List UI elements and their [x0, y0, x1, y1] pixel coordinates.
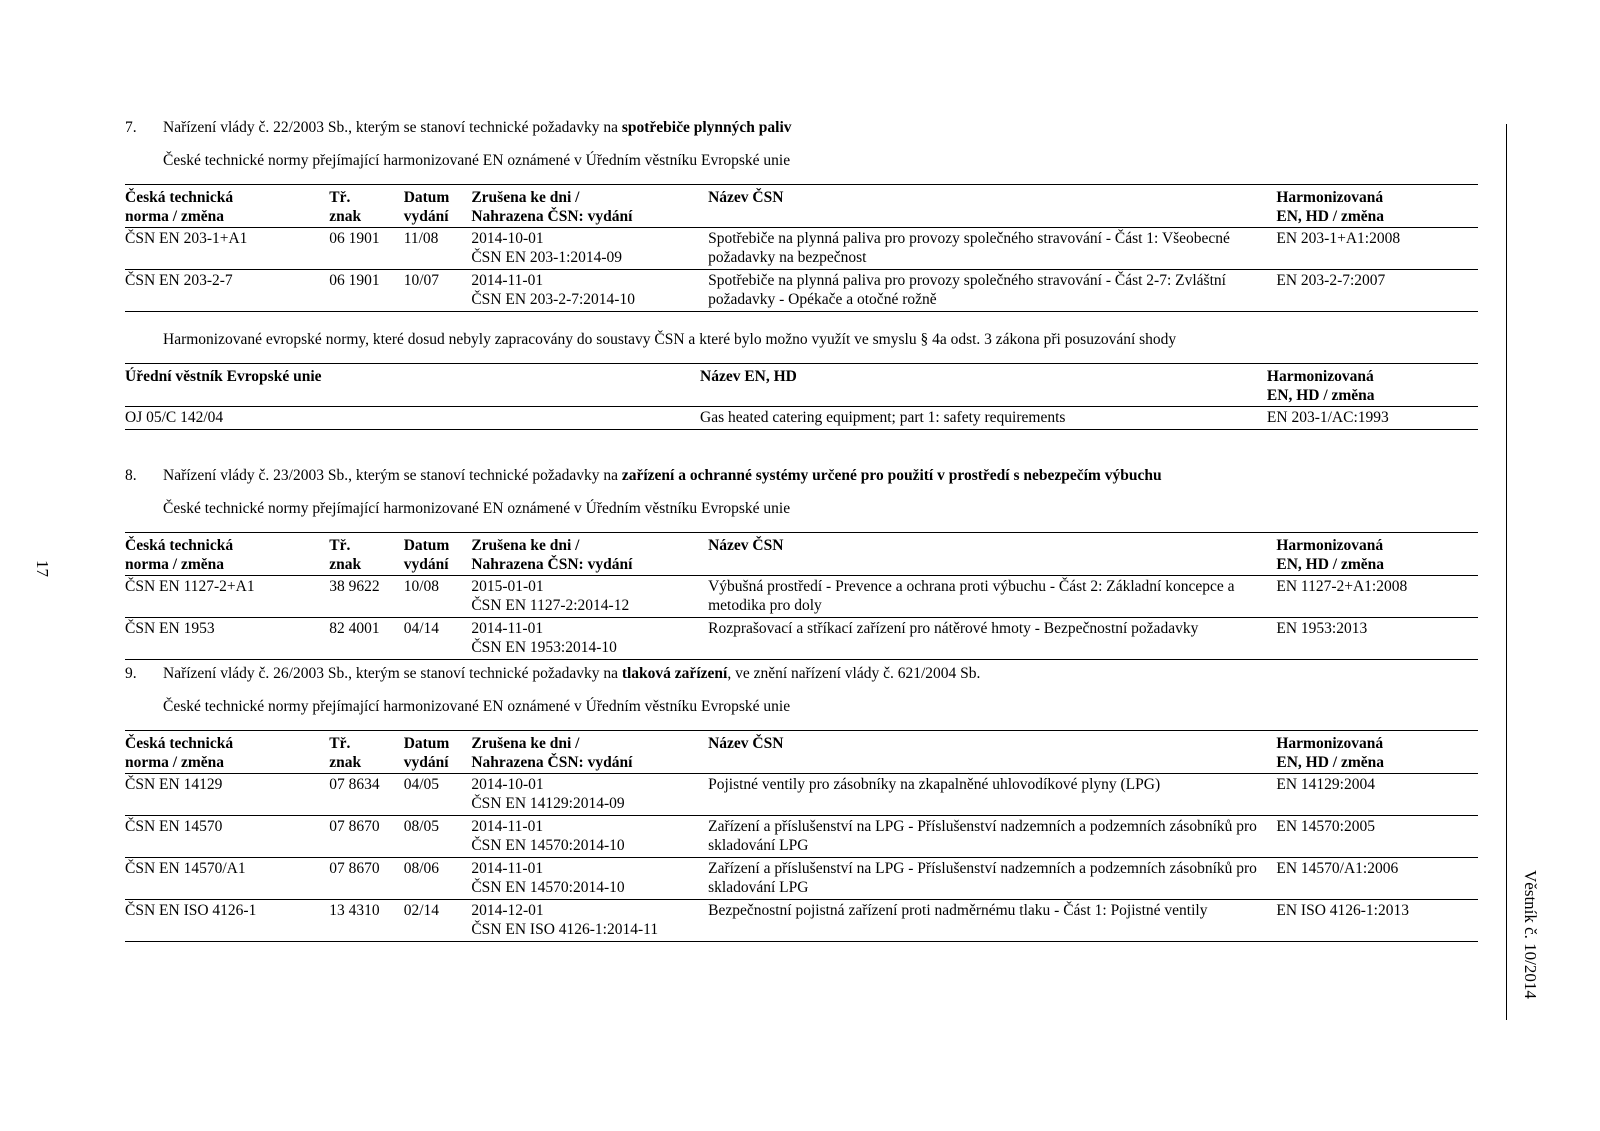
norm-cell: ČSN EN 1953 [125, 620, 215, 637]
section-8-subtitle: České technické normy přejímající harmonizované EN oznámené v Úředním věstníku Evropské unie [163, 500, 791, 517]
col-harm: Harmonizovaná EN, HD / změna [1266, 368, 1375, 404]
section-9-subtitle: České technické normy přejímající harmonizované EN oznámené v Úředním věstníku Evropské unie [163, 698, 791, 715]
table-row [125, 816, 1478, 858]
section-8-csn-table [125, 532, 1478, 660]
harm-cell: EN 203-1+A1:2008 [1276, 230, 1401, 247]
title-bold: tlaková zařízení [621, 665, 728, 682]
name-cell: Gas heated catering equipment; part 1: safety requirements [700, 409, 1066, 426]
table-row [125, 270, 1478, 312]
date-cell: 08/05 [403, 818, 440, 835]
name-cell: Pojistné ventily pro zásobníky na zkapalněné uhlovodíkové plyny (LPG) [708, 776, 1161, 793]
title-text: Nařízení vlády č. 23/2003 Sb., kterým se stanoví technické požadavky na [163, 467, 622, 484]
tr-cell: 82 4001 [329, 620, 380, 637]
col-tr: Tř. znak [329, 189, 362, 225]
date-cell: 10/08 [403, 578, 440, 595]
col-tr: Tř. znak [329, 537, 362, 573]
section-number: 9. [125, 665, 137, 682]
cancel-cell: 2015-01-01 ČSN EN 1127-2:2014-12 [471, 578, 630, 614]
col-harm: Harmonizovaná EN, HD / změna [1276, 189, 1385, 225]
norm-cell: ČSN EN 203-1+A1 [125, 230, 248, 247]
name-cell: Bezpečnostní pojistná zařízení proti nadměrnému tlaku - Část 1: Pojistné ventily [708, 902, 1208, 919]
harm-cell: EN 203-2-7:2007 [1276, 272, 1386, 289]
journal-label: Věstník č. 10/2014 [1521, 870, 1540, 999]
col-date: Datum vydání [403, 735, 450, 771]
section-7-title [125, 118, 1478, 137]
tr-cell: 38 9622 [329, 578, 380, 595]
harm-cell: EN ISO 4126-1:2013 [1276, 902, 1409, 919]
section-9-csn-table [125, 730, 1478, 942]
title-bold: zařízení a ochranné systémy určené pro použití v prostředí s nebezpečím výbuchu [621, 467, 1162, 484]
col-journal: Úřední věstník Evropské unie [125, 368, 322, 385]
col-name: Název ČSN [708, 735, 784, 752]
norm-cell: ČSN EN 1127-2+A1 [125, 578, 255, 595]
cancel-cell: 2014-11-01 ČSN EN 203-2-7:2014-10 [471, 272, 635, 308]
table-header-row [125, 185, 1478, 228]
cancel-cell: 2014-12-01 ČSN EN ISO 4126-1:2014-11 [471, 902, 659, 938]
title-suffix: , ve znění nařízení vlády č. 621/2004 Sb. [727, 665, 981, 682]
title-bold: spotřebiče plynných paliv [621, 119, 792, 136]
date-cell: 08/06 [403, 860, 440, 877]
table-row [125, 858, 1478, 900]
col-tr: Tř. znak [329, 735, 362, 771]
name-cell: Zařízení a příslušenství na LPG - Příslušenství nadzemních a podzemních zásobníků pro skladování LPG [708, 818, 1257, 854]
name-cell: Rozprašovací a stříkací zařízení pro nátěrové hmoty - Bezpečnostní požadavky [708, 620, 1199, 637]
section-7-csn-table [125, 184, 1478, 312]
col-name: Název ČSN [708, 537, 784, 554]
harm-cell: EN 14570/A1:2006 [1276, 860, 1399, 877]
table-row [125, 407, 1478, 430]
cancel-cell: 2014-11-01 ČSN EN 14570:2014-10 [471, 860, 625, 896]
name-cell: Výbušná prostředí - Prevence a ochrana proti výbuchu - Část 2: Základní koncepce a metodika pro doly [708, 578, 1235, 614]
tr-cell: 07 8670 [329, 818, 380, 835]
table-row [125, 228, 1478, 270]
page-number: 17 [33, 560, 52, 577]
col-date: Datum vydání [403, 189, 450, 225]
table-row [125, 576, 1478, 618]
table-row [125, 618, 1478, 660]
norm-cell: ČSN EN ISO 4126-1 [125, 902, 257, 919]
section-number: 7. [125, 119, 137, 136]
tr-cell: 06 1901 [329, 272, 380, 289]
col-norm: Česká technická norma / změna [125, 735, 234, 771]
norm-cell: ČSN EN 14570/A1 [125, 860, 246, 877]
col-harm: Harmonizovaná EN, HD / změna [1276, 537, 1385, 573]
harmonized-note: Harmonizované evropské normy, které dosud nebyly zapracovány do soustavy ČSN a které bylo možno využít ve smyslu § 4a odst. 3 zákona při posuzování shody [163, 331, 1177, 348]
col-norm: Česká technická norma / změna [125, 537, 234, 573]
title-text: Nařízení vlády č. 26/2003 Sb., kterým se stanoví technické požadavky na [163, 665, 622, 682]
name-cell: Spotřebiče na plynná paliva pro provozy společného stravování - Část 2-7: Zvláštní požadavky - Opékače a otočné rožně [708, 272, 1226, 308]
document-body [125, 118, 1478, 942]
date-cell: 02/14 [403, 902, 440, 919]
cancel-cell: 2014-10-01 ČSN EN 203-1:2014-09 [471, 230, 623, 266]
date-cell: 10/07 [403, 272, 440, 289]
harm-cell: EN 14129:2004 [1276, 776, 1375, 793]
name-cell: Spotřebiče na plynná paliva pro provozy společného stravování - Část 1: Všeobecné požadavky na bezpečnost [708, 230, 1230, 266]
table-header-row [125, 533, 1478, 576]
table-row [125, 900, 1478, 942]
cancel-cell: 2014-11-01 ČSN EN 1953:2014-10 [471, 620, 617, 656]
harm-cell: EN 1127-2+A1:2008 [1276, 578, 1408, 595]
col-cancel: Zrušena ke dni / Nahrazena ČSN: vydání [471, 537, 633, 573]
col-norm: Česká technická norma / změna [125, 189, 234, 225]
tr-cell: 06 1901 [329, 230, 380, 247]
col-name: Název EN, HD [700, 368, 797, 385]
table-header-row [125, 364, 1478, 407]
date-cell: 11/08 [403, 230, 439, 247]
section-8-title [125, 466, 1478, 485]
date-cell: 04/05 [403, 776, 440, 793]
tr-cell: 07 8670 [329, 860, 380, 877]
norm-cell: ČSN EN 203-2-7 [125, 272, 233, 289]
harm-cell: EN 1953:2013 [1276, 620, 1368, 637]
journal-cell: OJ 05/C 142/04 [125, 409, 224, 426]
table-header-row [125, 731, 1478, 774]
norm-cell: ČSN EN 14570 [125, 818, 223, 835]
right-margin-rule [1506, 124, 1507, 1020]
col-cancel: Zrušena ke dni / Nahrazena ČSN: vydání [471, 189, 633, 225]
name-cell: Zařízení a příslušenství na LPG - Příslušenství nadzemních a podzemních zásobníků pro skladování LPG [708, 860, 1257, 896]
date-cell: 04/14 [403, 620, 440, 637]
tr-cell: 13 4310 [329, 902, 380, 919]
section-number: 8. [125, 467, 137, 484]
tr-cell: 07 8634 [329, 776, 380, 793]
section-7-subtitle: České technické normy přejímající harmonizované EN oznámené v Úředním věstníku Evropské unie [163, 152, 791, 169]
col-harm: Harmonizovaná EN, HD / změna [1276, 735, 1385, 771]
title-text: Nařízení vlády č. 22/2003 Sb., kterým se stanoví technické požadavky na [163, 119, 622, 136]
norm-cell: ČSN EN 14129 [125, 776, 223, 793]
harm-cell: EN 14570:2005 [1276, 818, 1375, 835]
col-name: Název ČSN [708, 189, 784, 206]
col-date: Datum vydání [403, 537, 450, 573]
cancel-cell: 2014-11-01 ČSN EN 14570:2014-10 [471, 818, 625, 854]
col-cancel: Zrušena ke dni / Nahrazena ČSN: vydání [471, 735, 633, 771]
section-9-title [125, 664, 1478, 683]
table-row [125, 774, 1478, 816]
harm-cell: EN 203-1/AC:1993 [1266, 409, 1389, 426]
cancel-cell: 2014-10-01 ČSN EN 14129:2014-09 [471, 776, 625, 812]
section-7-oj-table [125, 363, 1478, 430]
